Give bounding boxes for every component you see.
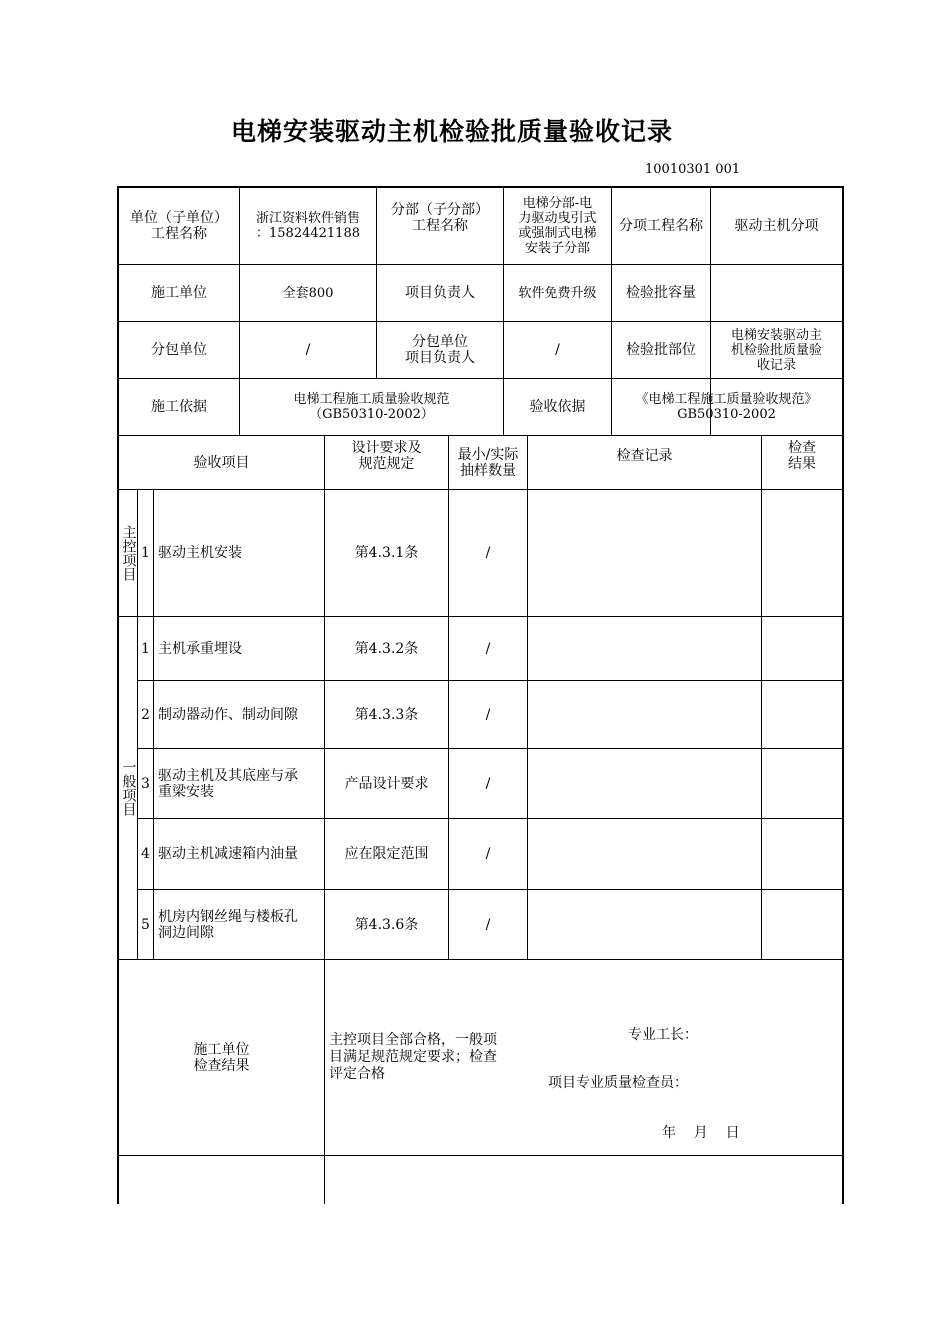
document-number: 10010301 001 bbox=[645, 162, 741, 177]
subitem-value: 驱动主机分项 bbox=[734, 218, 819, 234]
general-item-name: 机房内钢丝绳与楼板孔 洞边间隙 bbox=[158, 908, 298, 941]
general-item-name: 主机承重埋设 bbox=[158, 640, 242, 657]
construction-basis-label: 施工依据 bbox=[151, 399, 207, 415]
construction-basis-value: 电梯工程施工质量验收规范 （GB50310-2002） bbox=[293, 392, 450, 422]
col-header-spec: 设计要求及 规范规定 bbox=[351, 440, 422, 472]
quality-inspector-label: 项目专业质量检查员： bbox=[548, 1075, 688, 1091]
acceptance-basis-value: 《电梯工程施工质量验收规范》 GB50310-2002 bbox=[635, 392, 818, 422]
subitem-label: 分项工程名称 bbox=[619, 218, 703, 234]
general-item-spec: 产品设计要求 bbox=[344, 775, 429, 792]
general-item-name: 驱动主机减速箱内油量 bbox=[158, 846, 298, 862]
col-header-item: 验收项目 bbox=[193, 454, 250, 471]
general-item-no: 3 bbox=[141, 775, 150, 792]
division-label: 分部（子分部） 工程名称 bbox=[391, 202, 489, 234]
general-item-sample: / bbox=[485, 775, 491, 792]
general-item-spec: 应在限定范围 bbox=[344, 846, 429, 862]
subcontractor-pm-value: / bbox=[555, 342, 560, 358]
foreman-label: 专业工长： bbox=[628, 1027, 698, 1043]
general-item-no: 1 bbox=[141, 640, 150, 657]
conclusion-text: 主控项目全部合格，一般项 目满足规范规定要求；检查 评定合格 bbox=[329, 1032, 497, 1082]
general-item-spec: 第4.3.6条 bbox=[354, 916, 419, 933]
general-item-name: 制动器动作、制动间隙 bbox=[158, 706, 298, 723]
batch-part-value: 电梯安装驱动主 机检验批质量验 收记录 bbox=[730, 327, 822, 373]
acceptance-basis-label: 验收依据 bbox=[529, 399, 586, 415]
page-title: 电梯安装驱动主机检验批质量验收记录 bbox=[230, 117, 673, 146]
subcontractor-label: 分包单位 bbox=[151, 342, 207, 358]
general-item-sample: / bbox=[485, 916, 491, 933]
batch-capacity-value bbox=[711, 265, 842, 321]
sign-date: 年 月 日 bbox=[662, 1125, 740, 1141]
main-item-sample: / bbox=[485, 545, 491, 561]
conclusion-label: 施工单位 检查结果 bbox=[193, 1041, 250, 1074]
inspection-form-table bbox=[117, 186, 844, 1204]
general-item-sample: / bbox=[485, 706, 491, 723]
general-item-spec: 第4.3.2条 bbox=[354, 640, 419, 657]
unit-project-label: 单位（子单位） 工程名称 bbox=[130, 210, 228, 242]
unit-project-value: 浙江资料软件销售 ：15824421188 bbox=[255, 211, 360, 241]
col-header-record: 检查记录 bbox=[616, 448, 673, 464]
main-item-name: 驱动主机安装 bbox=[158, 545, 242, 561]
contractor-label: 施工单位 bbox=[151, 285, 207, 301]
col-header-sample: 最小/实际 抽样数量 bbox=[457, 446, 519, 479]
general-item-no: 2 bbox=[141, 706, 150, 723]
project-manager-label: 项目负责人 bbox=[405, 285, 475, 301]
project-manager-value: 软件免费升级 bbox=[518, 285, 597, 301]
col-header-result: 检查 结果 bbox=[788, 440, 816, 472]
contractor-value: 全套800 bbox=[282, 285, 334, 301]
general-group-label: 一般项目 bbox=[120, 760, 137, 816]
general-item-no: 4 bbox=[141, 846, 150, 862]
general-item-sample: / bbox=[485, 846, 491, 862]
general-item-no: 5 bbox=[141, 916, 150, 933]
batch-part-label: 检验批部位 bbox=[626, 342, 696, 358]
main-item-result[interactable] bbox=[762, 490, 842, 616]
batch-capacity-label: 检验批容量 bbox=[626, 285, 696, 301]
main-item-no: 1 bbox=[141, 545, 150, 561]
division-value: 电梯分部-电 力驱动曳引式 或强制式电梯 安装子分部 bbox=[518, 196, 597, 256]
subcontractor-value: / bbox=[305, 342, 311, 358]
main-item-record[interactable] bbox=[528, 490, 761, 616]
main-control-group-label: 主控项目 bbox=[120, 525, 137, 581]
main-item-spec: 第4.3.1条 bbox=[354, 545, 419, 561]
subcontractor-pm-label: 分包单位 项目负责人 bbox=[405, 334, 475, 366]
general-item-name: 驱动主机及其底座与承 重梁安装 bbox=[158, 767, 298, 800]
general-item-sample: / bbox=[485, 640, 491, 657]
general-item-spec: 第4.3.3条 bbox=[354, 706, 419, 723]
